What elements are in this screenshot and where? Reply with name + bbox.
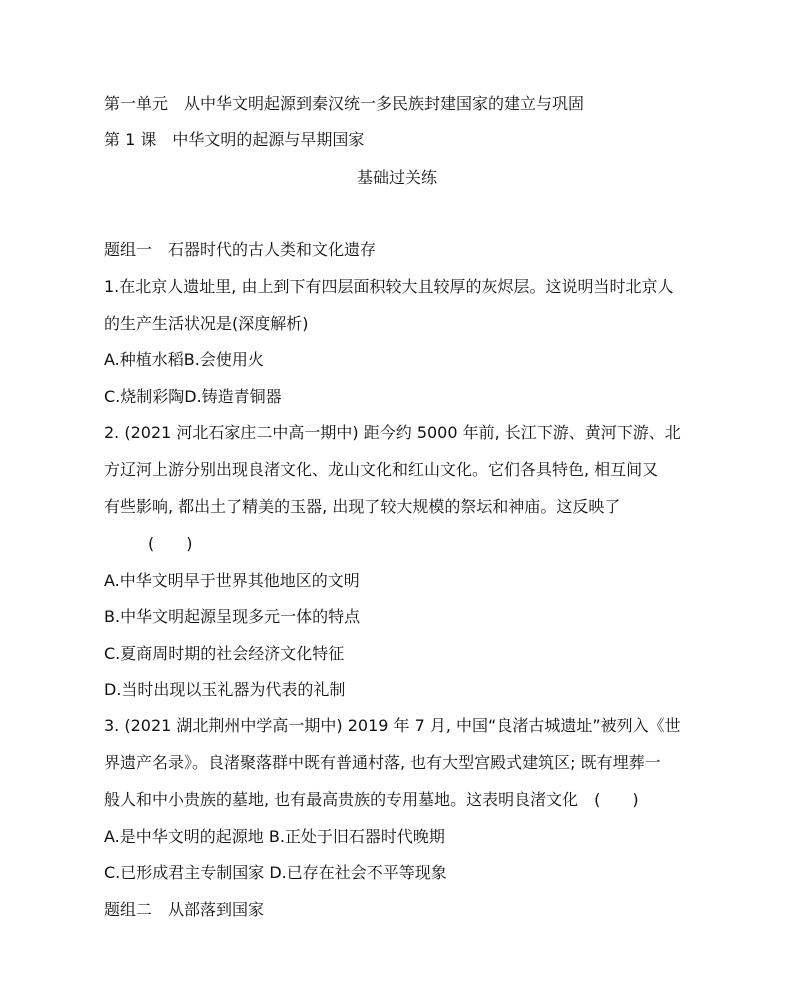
q3-options-ab: A.是中华文明的起源地 B.正处于旧石器时代晚期 [104,827,445,846]
unit-title: 第一单元 从中华文明起源到秦汉统一多民族封建国家的建立与巩固 [104,94,585,113]
lesson-title: 第 1 课 中华文明的起源与早期国家 [104,130,365,149]
q1-stem-line2: 的生产生活状况是(深度解析) [104,314,309,333]
q2-option-d: D.当时出现以玉礼器为代表的礼制 [104,680,346,699]
q2-option-a: A.中华文明早于世界其他地区的文明 [104,571,360,590]
q1-options-ab: A.种植水稻B.会使用火 [104,350,264,369]
q2-stem-line2: 方辽河上游分别出现良渚文化、龙山文化和红山文化。它们各具特色, 相互间又 [104,460,659,479]
group2-title: 题组二 从部落到国家 [104,900,265,919]
q3-stem-line2: 界遗产名录》。良渚聚落群中既有普通村落, 也有大型宫殿式建筑区; 既有埋葬一 [104,753,661,772]
q1-stem-line1: 1.在北京人遗址里, 由上到下有四层面积较大且较厚的灰烬层。这说明当时北京人 [104,277,674,296]
section-title: 基础过关练 [356,168,437,187]
q2-answer-blank: ( ) [148,534,193,553]
q2-option-c: C.夏商周时期的社会经济文化特征 [104,644,345,663]
q1-options-cd: C.烧制彩陶D.铸造青铜器 [104,387,282,406]
q3-stem-line1: 3. (2021 湖北荆州中学高一期中) 2019 年 7 月, 中国“良渚古城遗址”被列入《世 [104,716,681,735]
q2-stem-line1: 2. (2021 河北石家庄二中高一期中) 距今约 5000 年前, 长江下游、黄河下游、北 [104,423,681,442]
group1-title: 题组一 石器时代的古人类和文化遗存 [104,240,377,259]
q3-options-cd: C.已形成君主专制国家 D.已存在社会不平等现象 [104,863,447,882]
q3-stem-line3: 般人和中小贵族的墓地, 也有最高贵族的专用墓地。这表明良渚文化 ( ) [104,790,639,809]
q2-stem-line3: 有些影响, 都出土了精美的玉器, 出现了较大规模的祭坛和神庙。这反映了 [104,497,621,516]
q2-option-b: B.中华文明起源呈现多元一体的特点 [104,607,361,626]
